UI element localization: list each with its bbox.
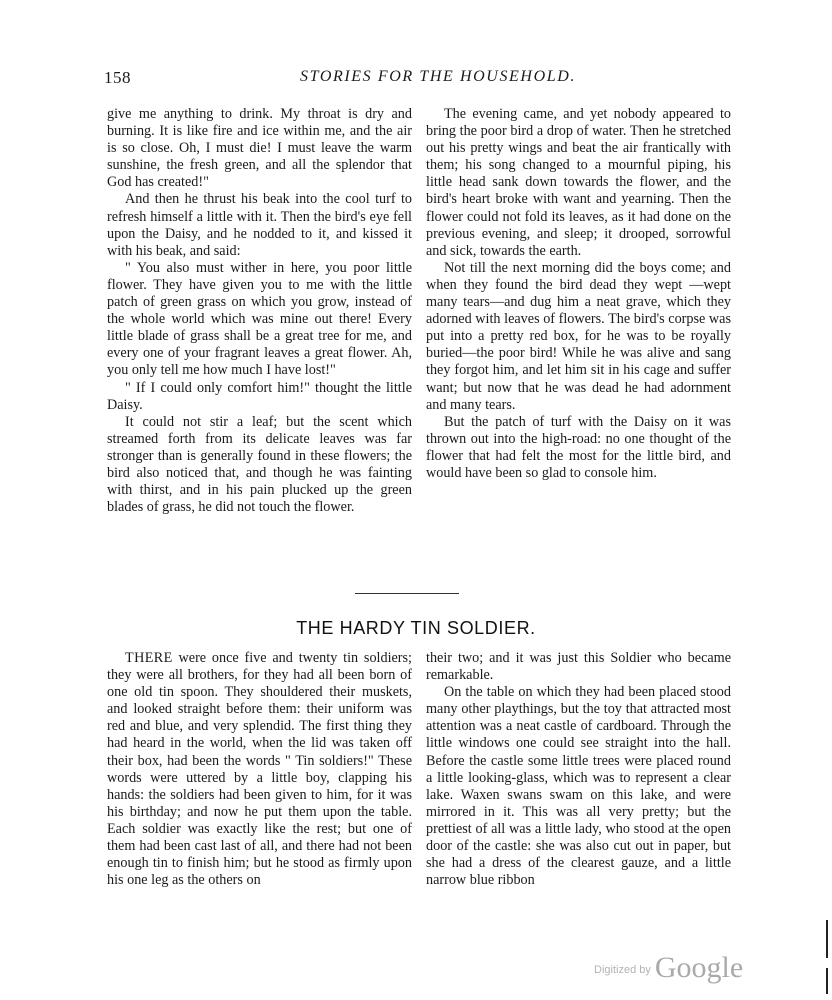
column-top-left: [107, 106, 412, 516]
paragraph: [107, 650, 412, 889]
paragraph: And then he thrust his beak into the cool turf to refresh himself a little with it. Then the bird's eye fell upon the Daisy, and he nodded to it, and kissed it with his beak, and said:: [107, 191, 412, 259]
opening-word: THERE: [125, 650, 173, 666]
watermark-prefix: Digitized by: [594, 964, 651, 976]
column-top-right: [426, 106, 731, 482]
paragraph-text: were once five and twenty tin soldiers; they were all brothers, for they had all been born of one old tin spoon. They shouldered their muskets, and looked straight before them: their uniform was red and blue, and very splendid. The first thing they had heard in the world, when the lid was taken off their box, had been the words " Tin soldiers!" These words were uttered by a little boy, clapping his hands: the soldiers had been given to him, for it was his birthday; and now he put them upon the table. Each soldier was exactly like the rest; but one of them had been cast last of all, and there had not been enough tin to finish him; but he stood as firmly upon his one leg as the others on: [107, 650, 412, 889]
digitized-watermark: [594, 951, 743, 987]
paragraph: It could not stir a leaf; but the scent which streamed forth from its delicate leaves was far stronger than is generally found in these flowers; the bird also noticed that, and though he was fainting with thirst, and in his pain plucked up the green blades of grass, he did not touch the flower.: [107, 413, 412, 516]
page-header: [104, 68, 732, 90]
paragraph: their two; and it was just this Soldier who became remarkable.: [426, 650, 731, 684]
paragraph: On the table on which they had been placed stood many other playthings, but the toy that attracted most attention was a neat castle of cardboard. Through the little windows one could see straight into the hall. Before the castle some little trees were placed round a little looking-glass, which was to represent a clear lake. Waxen swans swam on this lake, and were mirrored in it. This was all very pretty; but the prettiest of all was a little lady, who stood at the open door of the castle: she was also cut out in paper, but she had a dress of the clearest gauze, and a little narrow blue ribbon: [426, 684, 731, 889]
paragraph: " If I could only comfort him!" thought the little Daisy.: [107, 379, 412, 413]
page-number: 158: [104, 68, 131, 87]
watermark-brand: Google: [654, 951, 744, 984]
column-bottom-right: [426, 650, 731, 889]
section-separator: [355, 593, 459, 594]
paragraph: The evening came, and yet nobody appeared to bring the poor bird a drop of water. Then he stretched out his pretty wings and beat the air frantically with them; his song changed to a mournful piping, his little head sank down towards the flower, and the bird's heart broke with want and yearning. Then the flower could not fold its leaves, as it had done on the previous evening, and sleep; it drooped, sorrowful and sick, towards the earth.: [426, 106, 731, 259]
column-bottom-left: [107, 650, 412, 889]
running-title: STORIES FOR THE HOUSEHOLD.: [300, 68, 576, 85]
paragraph: Not till the next morning did the boys come; and when they found the bird dead they wept —wept many tears—and dug him a neat grave, which they adorned with leaves of flowers. The bird's corpse was put into a pretty red box, for he was to be royally buried—the poor bird! While he was alive and sang they forgot him, and let him sit in his cage and suffer want; but now that he was dead he had adornment and many tears.: [426, 259, 731, 413]
story-title: THE HARDY TIN SOLDIER.: [296, 618, 536, 638]
paragraph: give me anything to drink. My throat is dry and burning. It is like fire and ice within me, and the air is so close. Oh, I must die! I must leave the warm sunshine, the fresh green, and all the splendor that God has created!": [107, 106, 412, 191]
scan-edge-mark: [826, 968, 828, 994]
paragraph: But the patch of turf with the Daisy on it was thrown out into the high-road: no one thought of the flower that had felt the most for the little bird, and would have been so glad to console him.: [426, 413, 731, 481]
paragraph: " You also must wither in here, you poor little flower. They have given you to me with the little patch of green grass on which you grow, instead of the whole world which was mine out there! Every little blade of grass shall be a great tree for me, and every one of your fragrant leaves a great flower. Ah, you only tell me how much I have lost!": [107, 259, 412, 379]
scan-edge-mark: [826, 920, 828, 958]
